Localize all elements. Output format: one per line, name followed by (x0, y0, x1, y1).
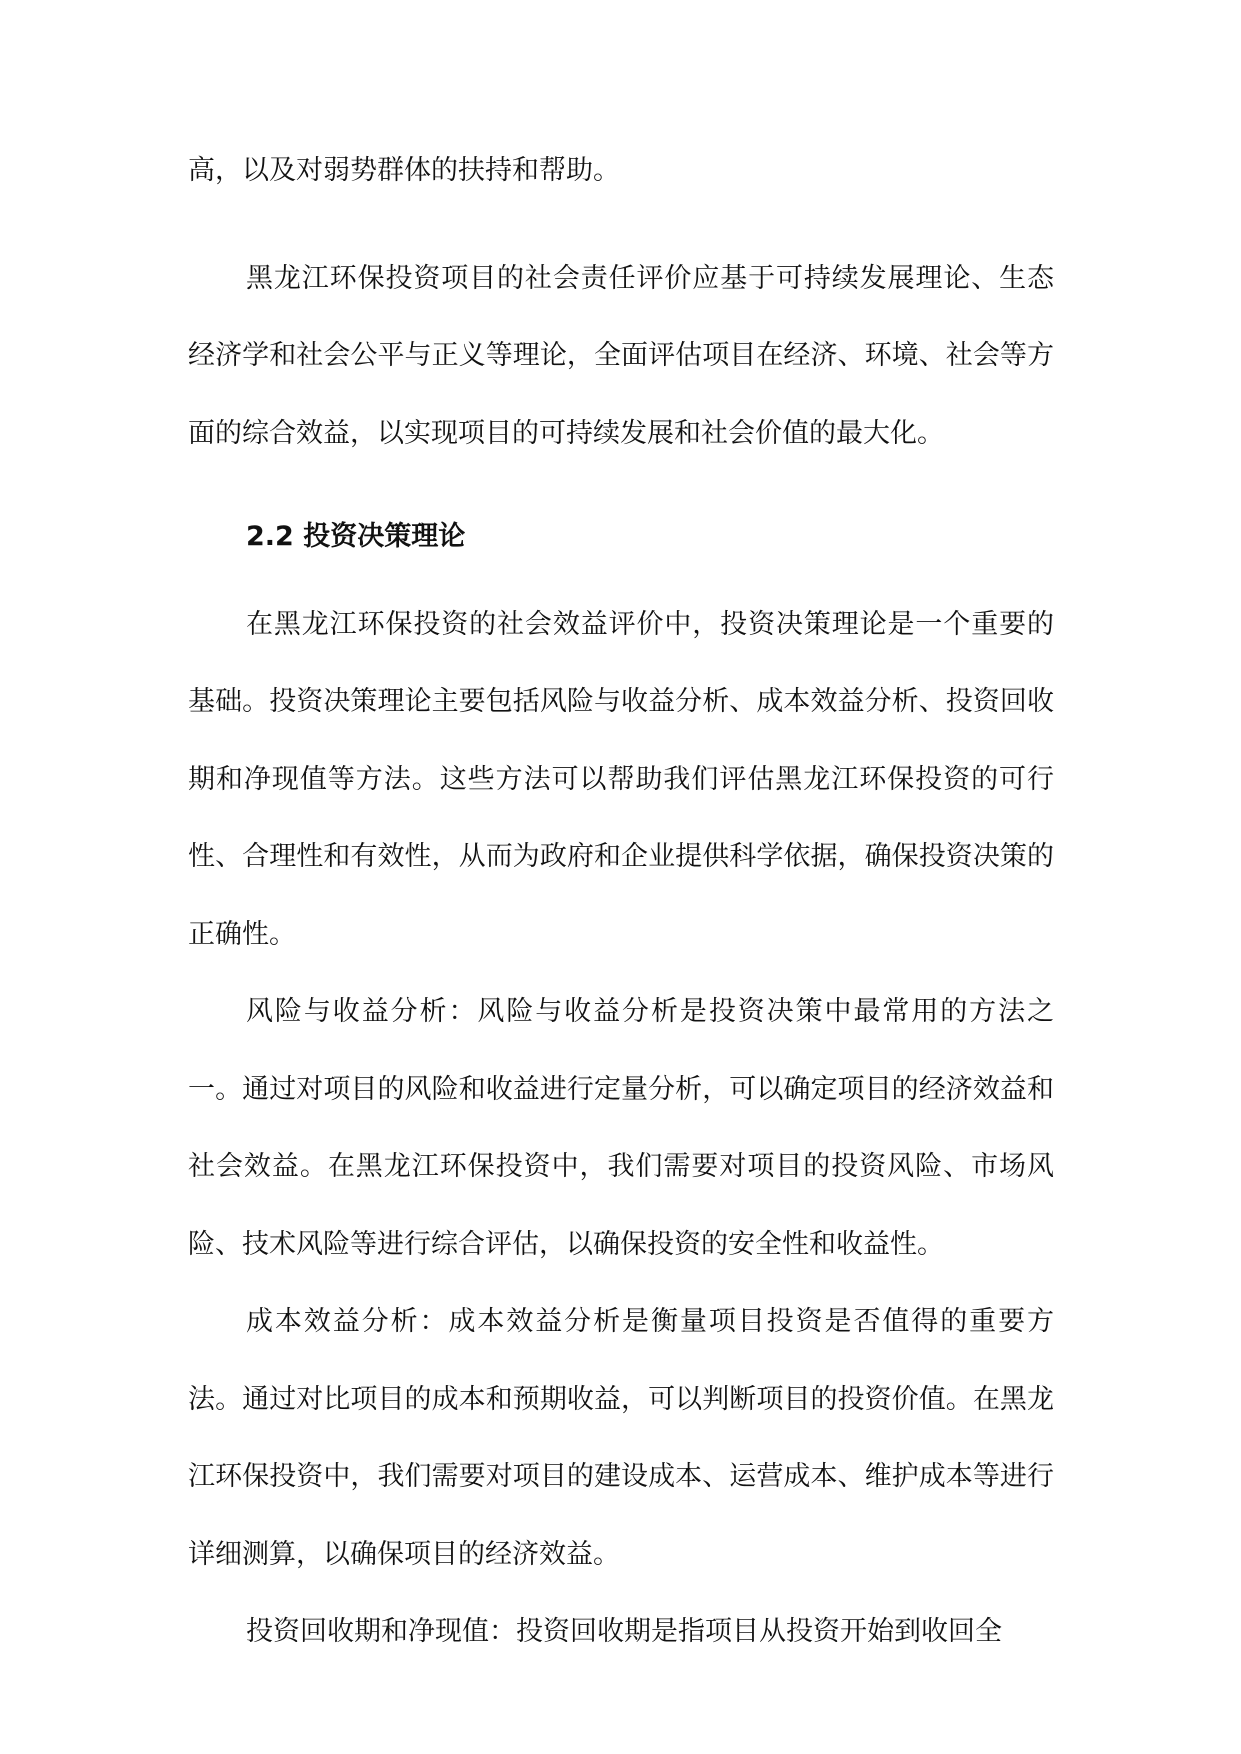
paragraph-risk-return: 风险与收益分析：风险与收益分析是投资决策中最常用的方法之一。通过对项目的风险和收益进行定量分析，可以确定项目的经济效益和社会效益。在黑龙江环保投资中，我们需要对项目的投资风险、市场风险、技术风险等进行综合评估，以确保投资的安全性和收益性。 (188, 996, 1054, 1260)
section-heading: 2.2 投资决策理论 (246, 521, 466, 552)
paragraph-cost-benefit: 成本效益分析：成本效益分析是衡量项目投资是否值得的重要方法。通过对比项目的成本和预期收益，可以判断项目的投资价值。在黑龙江环保投资中，我们需要对项目的建设成本、运营成本、维护成本等进行详细测算，以确保项目的经济效益。 (188, 1306, 1054, 1570)
paragraph-investment-theory: 在黑龙江环保投资的社会效益评价中，投资决策理论是一个重要的基础。投资决策理论主要包括风险与收益分析、成本效益分析、投资回收期和净现值等方法。这些方法可以帮助我们评估黑龙江环保投资的可行性、合理性和有效性，从而为政府和企业提供科学依据，确保投资决策的正确性。 (188, 608, 1054, 950)
paragraph-continuation: 高，以及对弱势群体的扶持和帮助。 (188, 155, 620, 186)
document-body (188, 132, 1054, 1671)
paragraph-payback-npv: 投资回收期和净现值：投资回收期是指项目从投资开始到收回全 (246, 1616, 1002, 1647)
paragraph-social-responsibility: 黑龙江环保投资项目的社会责任评价应基于可持续发展理论、生态经济学和社会公平与正义等理论，全面评估项目在经济、环境、社会等方面的综合效益，以实现项目的可持续发展和社会价值的最大化。 (188, 262, 1054, 449)
